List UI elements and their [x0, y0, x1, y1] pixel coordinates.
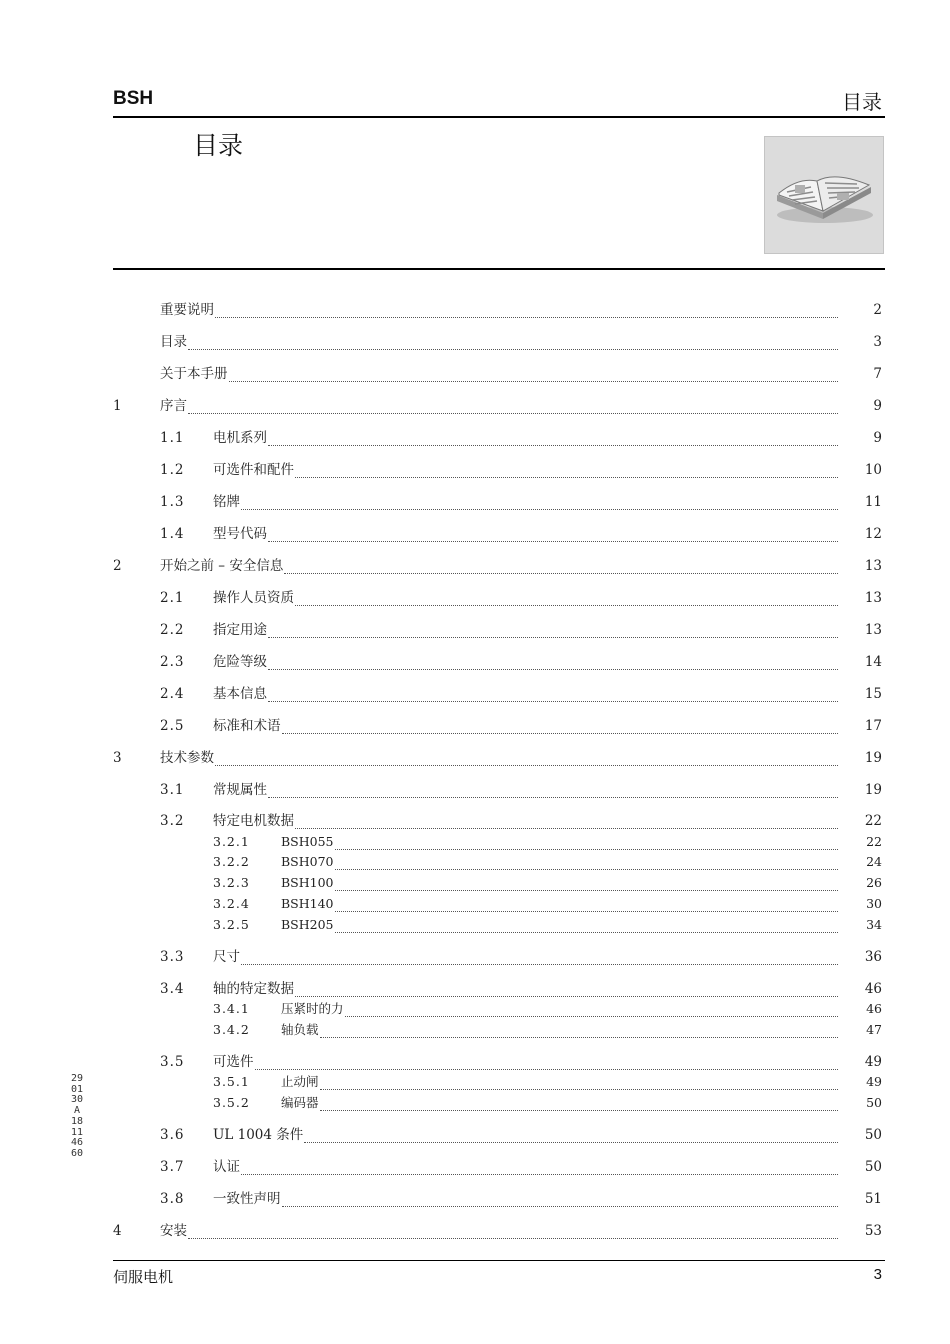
document-code: 2901 30A 18114660 — [70, 1073, 84, 1159]
toc-dot-leader — [188, 1226, 838, 1239]
toc-dot-leader — [335, 837, 838, 850]
toc-dot-leader — [335, 878, 838, 891]
toc-entry-number: 3.2.2 — [213, 854, 250, 869]
toc-entry-page: 13 — [864, 558, 882, 574]
toc-entry-number: 3.4.2 — [213, 1022, 250, 1037]
toc-entry-title: 一致性声明 — [213, 1191, 281, 1207]
toc-entry-page: 22 — [864, 813, 882, 829]
toc-dot-leader — [241, 1162, 838, 1175]
toc-entry-title: 轴的特定数据 — [213, 981, 294, 997]
toc-entry-number: 3.6 — [160, 1127, 185, 1143]
toc-dot-leader — [268, 657, 838, 670]
toc-entry-title: BSH205 — [281, 917, 334, 932]
toc-entry-title: 止动闸 — [281, 1074, 319, 1089]
toc-dot-leader — [320, 1077, 838, 1090]
toc-entry-title: 开始之前 – 安全信息 — [160, 558, 284, 574]
toc-entry-page: 10 — [864, 462, 882, 478]
toc-entry-page: 9 — [873, 398, 882, 414]
toc-entry-title: 铭牌 — [213, 494, 240, 510]
toc-entry-title: 特定电机数据 — [213, 813, 294, 829]
toc-entry-page: 11 — [864, 494, 882, 510]
toc-entry[interactable] — [0, 854, 950, 870]
toc-dot-leader — [268, 433, 838, 446]
toc-dot-leader — [295, 984, 838, 997]
chapter-title: 目录 — [193, 131, 244, 160]
toc-entry-number: 2.3 — [160, 654, 185, 670]
toc-entry-number: 3.4 — [160, 981, 185, 997]
toc-dot-leader — [268, 625, 838, 638]
toc-entry-title: 常规属性 — [213, 782, 267, 798]
toc-dot-leader — [268, 689, 838, 702]
toc-entry-title: 轴负载 — [281, 1022, 319, 1037]
toc-entry[interactable] — [0, 875, 950, 891]
toc-entry-page: 15 — [864, 686, 882, 702]
toc-entry[interactable] — [0, 558, 950, 574]
toc-entry[interactable] — [0, 1001, 950, 1017]
toc-entry[interactable] — [0, 590, 950, 606]
toc-dot-leader — [295, 816, 838, 829]
header-brand: BSH — [113, 88, 154, 109]
toc-entry[interactable] — [0, 750, 950, 766]
header-rule — [113, 116, 885, 118]
toc-entry-title: 指定用途 — [213, 622, 267, 638]
toc-entry-title: 可选件和配件 — [213, 462, 294, 478]
toc-entry-title: 认证 — [213, 1159, 240, 1175]
toc-entry-page: 3 — [873, 334, 882, 350]
toc-entry-page: 49 — [864, 1054, 882, 1070]
toc-entry[interactable] — [0, 718, 950, 734]
toc-entry-title: 型号代码 — [213, 526, 267, 542]
toc-entry[interactable] — [0, 782, 950, 798]
toc-dot-leader — [320, 1098, 838, 1111]
footer-rule — [113, 1260, 885, 1261]
toc-entry-page: 22 — [866, 834, 882, 849]
toc-dot-leader — [188, 401, 838, 414]
toc-entry-number: 3.8 — [160, 1191, 185, 1207]
toc-entry-title: BSH070 — [281, 854, 334, 869]
toc-dot-leader — [268, 785, 838, 798]
toc-entry-number: 3.4.1 — [213, 1001, 250, 1016]
toc-entry[interactable] — [0, 302, 950, 318]
toc-entry-number: 1 — [113, 398, 123, 414]
toc-entry[interactable] — [0, 494, 950, 510]
toc-entry-page: 49 — [866, 1074, 882, 1089]
toc-entry-page: 17 — [864, 718, 882, 734]
toc-entry[interactable] — [0, 334, 950, 350]
toc-entry-number: 1.3 — [160, 494, 185, 510]
open-book-icon — [764, 136, 884, 254]
toc-entry-number: 1.2 — [160, 462, 185, 478]
toc-entry-title: 编码器 — [281, 1095, 319, 1110]
toc-entry[interactable] — [0, 1127, 950, 1143]
toc-dot-leader — [188, 337, 838, 350]
toc-dot-leader — [335, 899, 838, 912]
toc-entry-number: 3.5 — [160, 1054, 185, 1070]
toc-entry-title: 重要说明 — [160, 302, 214, 318]
chapter-rule — [113, 268, 885, 270]
toc-entry-number: 2 — [113, 558, 123, 574]
toc-entry[interactable] — [0, 1095, 950, 1111]
toc-entry-number: 3.2.3 — [213, 875, 250, 890]
toc-entry-number: 3.3 — [160, 949, 185, 965]
toc-entry-page: 47 — [866, 1022, 882, 1037]
toc-dot-leader — [282, 721, 839, 734]
toc-entry-title: 电机系列 — [213, 430, 267, 446]
toc-entry-title: BSH055 — [281, 834, 334, 849]
toc-entry[interactable] — [0, 896, 950, 912]
toc-entry-title: 安装 — [160, 1223, 187, 1239]
toc-entry-title: 基本信息 — [213, 686, 267, 702]
toc-dot-leader — [304, 1130, 838, 1143]
toc-entry-number: 1.1 — [160, 430, 185, 446]
toc-entry-number: 2.4 — [160, 686, 185, 702]
toc-entry-title: UL 1004 条件 — [213, 1127, 304, 1143]
toc-entry-page: 26 — [866, 875, 882, 890]
toc-entry-page: 19 — [864, 782, 882, 798]
toc-entry-page: 50 — [864, 1127, 882, 1143]
toc-entry[interactable] — [0, 834, 950, 850]
toc-dot-leader — [345, 1004, 838, 1017]
toc-entry-title: BSH100 — [281, 875, 334, 890]
toc-entry-page: 14 — [864, 654, 882, 670]
toc-entry-title: 目录 — [160, 334, 187, 350]
toc-entry-number: 2.5 — [160, 718, 185, 734]
toc-entry-page: 46 — [864, 981, 882, 997]
toc-dot-leader — [284, 561, 838, 574]
toc-entry-number: 3 — [113, 750, 123, 766]
toc-entry[interactable] — [0, 1159, 950, 1175]
toc-entry[interactable] — [0, 949, 950, 965]
toc-entry-number: 2.1 — [160, 590, 185, 606]
toc-dot-leader — [215, 753, 838, 766]
toc-entry[interactable] — [0, 1074, 950, 1090]
toc-entry-page: 53 — [864, 1223, 882, 1239]
toc-dot-leader — [295, 593, 838, 606]
toc-entry-page: 13 — [864, 590, 882, 606]
toc-entry-title: BSH140 — [281, 896, 334, 911]
toc-dot-leader — [215, 305, 838, 318]
footer-title: 伺服电机 — [113, 1268, 174, 1286]
toc-entry[interactable] — [0, 981, 950, 997]
toc-dot-leader — [268, 529, 838, 542]
toc-entry[interactable] — [0, 813, 950, 829]
toc-entry-page: 2 — [873, 302, 882, 318]
toc-entry[interactable] — [0, 430, 950, 446]
toc-entry[interactable] — [0, 462, 950, 478]
toc-dot-leader — [229, 369, 839, 382]
toc-entry-number: 3.2.5 — [213, 917, 250, 932]
toc-entry-page: 24 — [866, 854, 882, 869]
toc-entry-title: 危险等级 — [213, 654, 267, 670]
toc-entry-page: 50 — [864, 1159, 882, 1175]
toc-entry[interactable] — [0, 398, 950, 414]
toc-entry-title: 技术参数 — [160, 750, 214, 766]
toc-entry[interactable] — [0, 1054, 950, 1070]
toc-dot-leader — [320, 1025, 838, 1038]
toc-dot-leader — [335, 857, 838, 870]
toc-entry[interactable] — [0, 917, 950, 933]
toc-entry-number: 4 — [113, 1223, 123, 1239]
toc-entry-title: 尺寸 — [213, 949, 240, 965]
toc-entry-page: 12 — [864, 526, 882, 542]
toc-entry[interactable] — [0, 366, 950, 382]
toc-entry-page: 30 — [866, 896, 882, 911]
footer-page-number: 3 — [873, 1266, 882, 1283]
toc-entry[interactable] — [0, 1191, 950, 1207]
toc-entry[interactable] — [0, 686, 950, 702]
header-section-title: 目录 — [842, 90, 882, 114]
toc-dot-leader — [295, 465, 838, 478]
toc-entry-page: 36 — [864, 949, 882, 965]
toc-entry-number: 3.7 — [160, 1159, 185, 1175]
toc-entry-number: 3.2.4 — [213, 896, 250, 911]
toc-entry-title: 序言 — [160, 398, 187, 414]
toc-dot-leader — [282, 1194, 839, 1207]
toc-entry-number: 1.4 — [160, 526, 185, 542]
toc-entry-number: 3.2.1 — [213, 834, 250, 849]
toc-entry-page: 13 — [864, 622, 882, 638]
toc-dot-leader — [241, 497, 838, 510]
toc-entry-title: 标准和术语 — [213, 718, 281, 734]
toc-entry-title: 关于本手册 — [160, 366, 228, 382]
toc-entry-page: 46 — [866, 1001, 882, 1016]
toc-entry[interactable] — [0, 526, 950, 542]
toc-entry-page: 51 — [864, 1191, 882, 1207]
toc-entry-page: 50 — [866, 1095, 882, 1110]
toc-entry-page: 9 — [873, 430, 882, 446]
toc-entry[interactable] — [0, 1223, 950, 1239]
toc-entry-number: 3.5.2 — [213, 1095, 250, 1110]
toc-dot-leader — [335, 920, 838, 933]
toc-entry-number: 3.5.1 — [213, 1074, 250, 1089]
toc-dot-leader — [255, 1057, 839, 1070]
toc-entry-number: 2.2 — [160, 622, 185, 638]
toc-entry[interactable] — [0, 622, 950, 638]
toc-entry-page: 34 — [866, 917, 882, 932]
toc-dot-leader — [241, 952, 838, 965]
toc-entry-number: 3.2 — [160, 813, 185, 829]
toc-entry-number: 3.1 — [160, 782, 185, 798]
toc-entry-title: 可选件 — [213, 1054, 254, 1070]
toc-entry-title: 压紧时的力 — [281, 1001, 344, 1016]
toc-entry-page: 19 — [864, 750, 882, 766]
toc-entry-page: 7 — [873, 366, 882, 382]
toc-entry[interactable] — [0, 1022, 950, 1038]
toc-entry-title: 操作人员资质 — [213, 590, 294, 606]
toc-entry[interactable] — [0, 654, 950, 670]
